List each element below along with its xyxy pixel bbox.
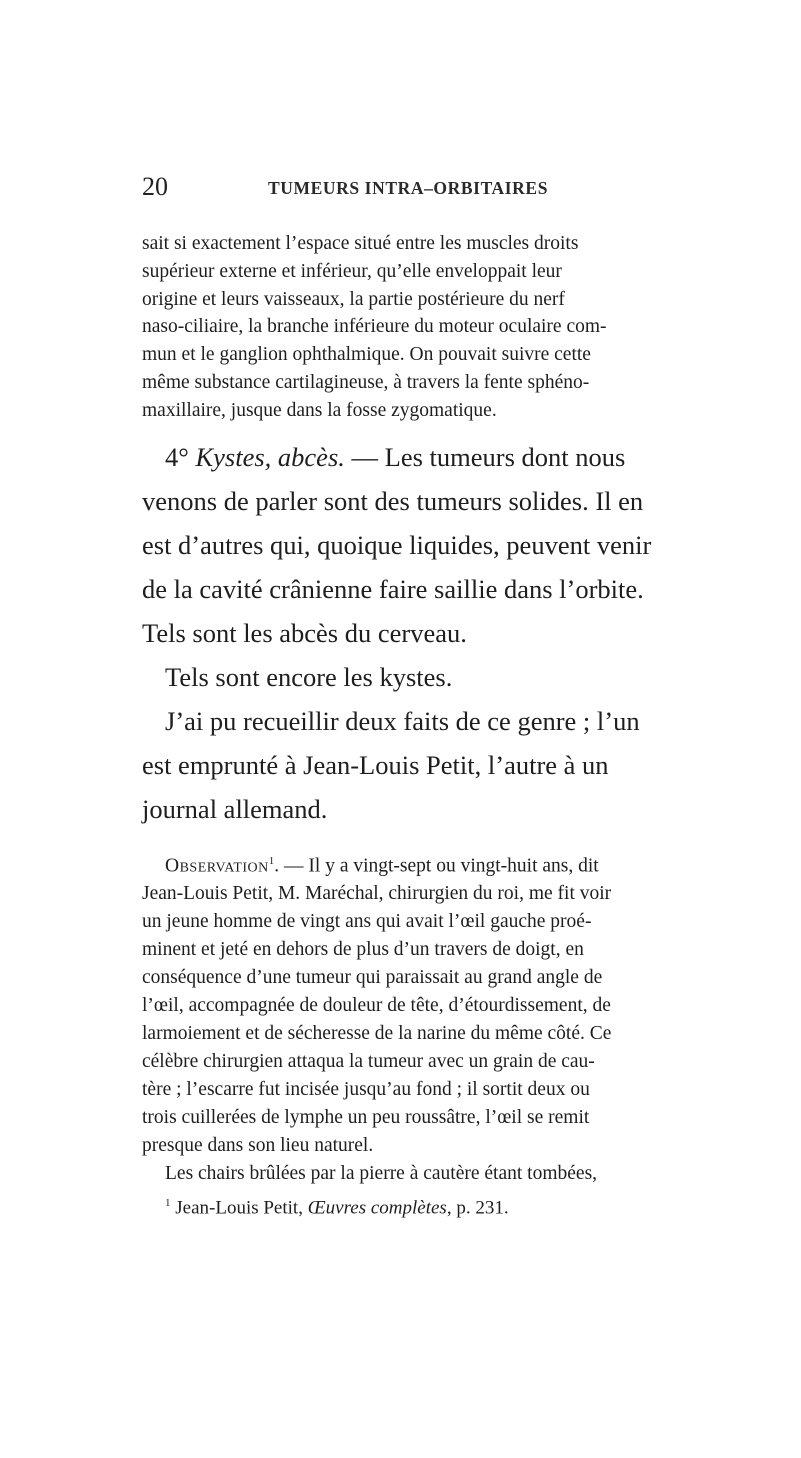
text-line: est d’autres qui, quoique liquides, peuvent venir: [142, 530, 652, 560]
observation-first-line: [165, 855, 599, 878]
section-title: Kystes, abcès.: [195, 442, 345, 472]
text-line: larmoiement et de sécheresse de la narine du même côté. Ce: [142, 1023, 612, 1044]
text-line: J’ai pu recueillir deux faits de ce genre ; l’un: [165, 706, 640, 736]
page-number: 20: [142, 172, 168, 201]
footnote-author: Jean-Louis Petit,: [175, 1197, 303, 1219]
observation-label: Observation: [165, 855, 269, 877]
text-line: minent et jeté en dehors de plus d’un travers de doigt, en: [142, 939, 584, 960]
text-line: même substance cartilagineuse, à travers la fente sphéno-: [142, 372, 590, 393]
text-line: Tels sont encore les kystes.: [165, 662, 453, 692]
section-first-line-text: Les tumeurs dont nous: [384, 442, 626, 472]
text-line: trois cuillerées de lymphe un peu roussâtre, l’œil se remit: [142, 1107, 590, 1128]
text-line: conséquence d’une tumeur qui paraissait au grand angle de: [142, 967, 603, 988]
section-number: 4°: [165, 442, 189, 472]
text-line: un jeune homme de vingt ans qui avait l’œil gauche proé-: [142, 911, 592, 932]
text-line: tère ; l’escarre fut incisée jusqu’au fond ; il sortit deux ou: [142, 1079, 590, 1100]
section-heading-line: [165, 442, 625, 473]
section-dash: —: [351, 442, 379, 472]
page-header: [142, 172, 742, 208]
text-line: célèbre chirurgien attaqua la tumeur avec un grain de cau-: [142, 1051, 595, 1072]
text-line: de la cavité crânienne faire saillie dans l’orbite.: [142, 574, 644, 604]
footnote-reference: 1: [268, 855, 275, 867]
text-line: Les chairs brûlées par la pierre à cautère étant tombées,: [165, 1163, 598, 1184]
text-line: l’œil, accompagnée de douleur de tête, d’étourdissement, de: [142, 995, 611, 1016]
running-title: TUMEURS INTRA–ORBITAIRES: [268, 178, 549, 198]
text-line: sait si exactement l’espace situé entre les muscles droits: [142, 233, 579, 254]
text-line: est emprunté à Jean-Louis Petit, l’autre à un: [142, 750, 609, 780]
text-line: origine et leurs vaisseaux, la partie postérieure du nerf: [142, 289, 565, 310]
text-line: presque dans son lieu naturel.: [142, 1135, 374, 1156]
text-line: Tels sont les abcès du cerveau.: [142, 618, 467, 648]
text-line: supérieur externe et inférieur, qu’elle enveloppait leur: [142, 261, 562, 282]
footnote-page: , p. 231.: [446, 1197, 509, 1219]
observation-first-line-text: . — Il y a vingt-sept ou vingt-huit ans, dit: [274, 855, 599, 877]
text-line: venons de parler sont des tumeurs solides. Il en: [142, 486, 644, 516]
text-line: naso-ciliaire, la branche inférieure du moteur oculaire com-: [142, 316, 607, 337]
footnote-line: [165, 1197, 509, 1219]
text-line: Jean-Louis Petit, M. Maréchal, chirurgien du roi, me fit voir: [142, 883, 612, 904]
text-line: mun et le ganglion ophthalmique. On pouvait suivre cette: [142, 344, 591, 365]
text-line: maxillaire, jusque dans la fosse zygomatique.: [142, 400, 497, 421]
footnote-mark: 1: [165, 1197, 171, 1209]
footnote-work: Œuvres complètes: [307, 1197, 447, 1219]
text-line: journal allemand.: [142, 794, 328, 824]
